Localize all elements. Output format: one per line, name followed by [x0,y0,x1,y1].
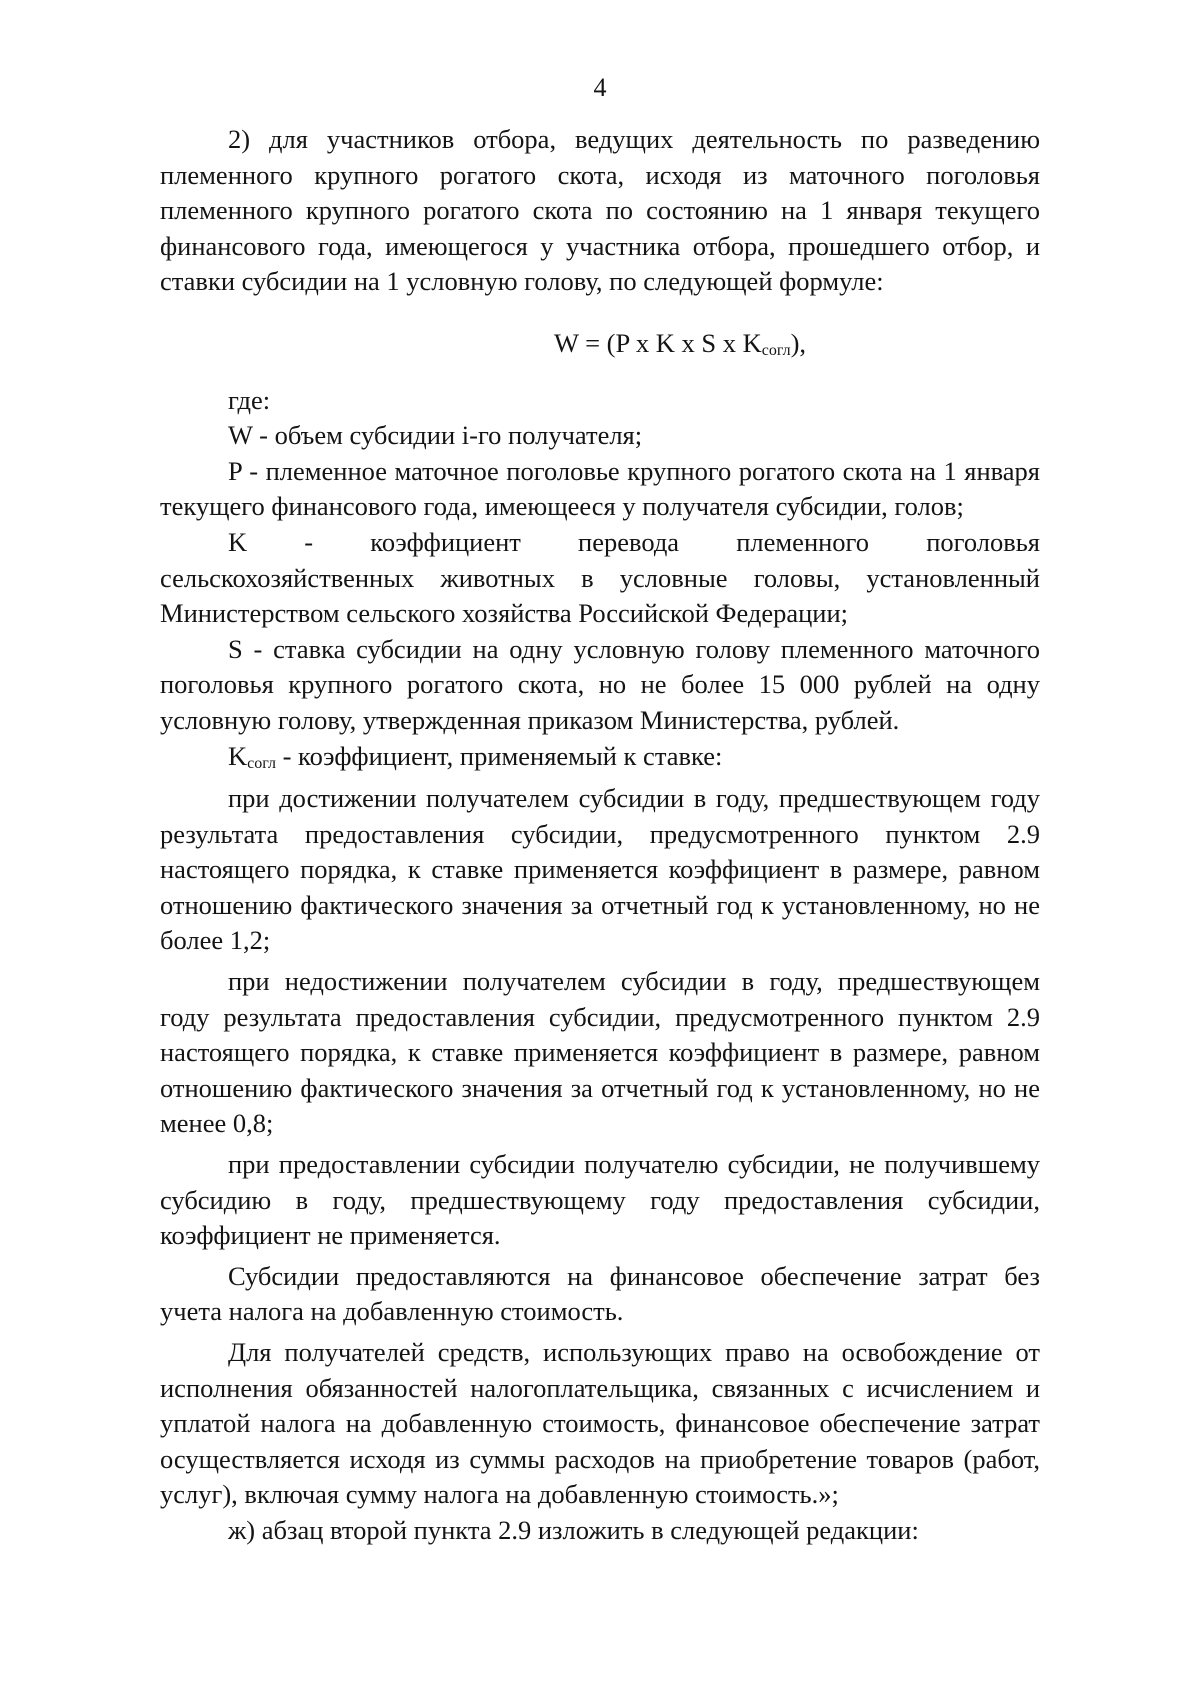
definition-p: P - племенное маточное поголовье крупного рогатого скота на 1 января текущего финансового года, имеющееся у получателя субсидии, голов; [160,455,1040,522]
k-sogl-text: - коэффициент, применяемый к ставке: [275,740,723,771]
k-sogl-subscript: согл [247,754,276,772]
page-number: 4 [593,73,607,102]
case-first-time: при предоставлении субсидии получателю субсидии, не получившему субсидию в году, предшествующему году предоставления субсидии, коэффициент не применяется. [160,1149,1040,1251]
paragraph-vat-excluded: Субсидии предоставляются на финансовое обеспечение затрат без учета налога на добавленную стоимость. [160,1260,1040,1327]
definition-k: K - коэффициент перевода племенного поголовья сельскохозяйственных животных в условные головы, установленный Министерством сельского хозяйства Российской Федерации; [160,526,1040,629]
formula-end: ), [790,327,807,358]
document-body [160,122,1040,1549]
paragraph-item-zh: ж) абзац второй пункта 2.9 изложить в следующей редакции: [228,1514,919,1545]
definition-w: W - объем субсидии i-го получателя; [228,420,643,451]
case-achieved: при достижении получателем субсидии в году, предшествующем году результата предоставления субсидии, предусмотренного пунктом 2.9 настоящего порядка, к ставке применяется коэффициент в размере, равном отношению фактического значения за отчетный год к установленному, но не более 1,2; [160,783,1040,956]
paragraph-vat-exempt: Для получателей средств, использующих право на освобождение от исполнения обязанностей налогоплательщика, связанных с исчислением и уплатой налога на добавленную стоимость, финансовое обеспечение затрат осуществляется исходя из суммы расходов на приобретение товаров (работ, услуг), включая сумму налога на добавленную стоимость.»; [160,1337,1040,1510]
definition-s: S - ставка субсидии на одну условную голову племенного маточного поголовья крупного рогатого скота, но не более 15 000 рублей на одну условную голову, утвержденная приказом Министерства, рублей. [160,633,1040,735]
formula-main: W = (P x K x S x K [553,327,762,358]
case-not-achieved: при недостижении получателем субсидии в году, предшествующем году результата предоставления субсидии, предусмотренного пунктом 2.9 настоящего порядка, к ставке применяется коэффициент в размере, равном отношению фактического значения за отчетный год к установленному, но не менее 0,8; [160,966,1040,1139]
paragraph-where: где: [228,384,271,415]
formula-subscript: согл [761,341,791,359]
k-sogl-letter: K [228,740,248,771]
definition-k-sogl [160,739,1040,782]
formula [160,326,1040,369]
paragraph-intro: 2) для участников отбора, ведущих деятельность по разведению племенного крупного рогатого скота, исходя из маточного поголовья племенного крупного рогатого скота по состоянию на 1 января текущего финансового года, имеющегося у участника отбора, прошедшего отбор, и ставки субсидии на 1 условную голову, по следующей формуле: [160,124,1040,297]
